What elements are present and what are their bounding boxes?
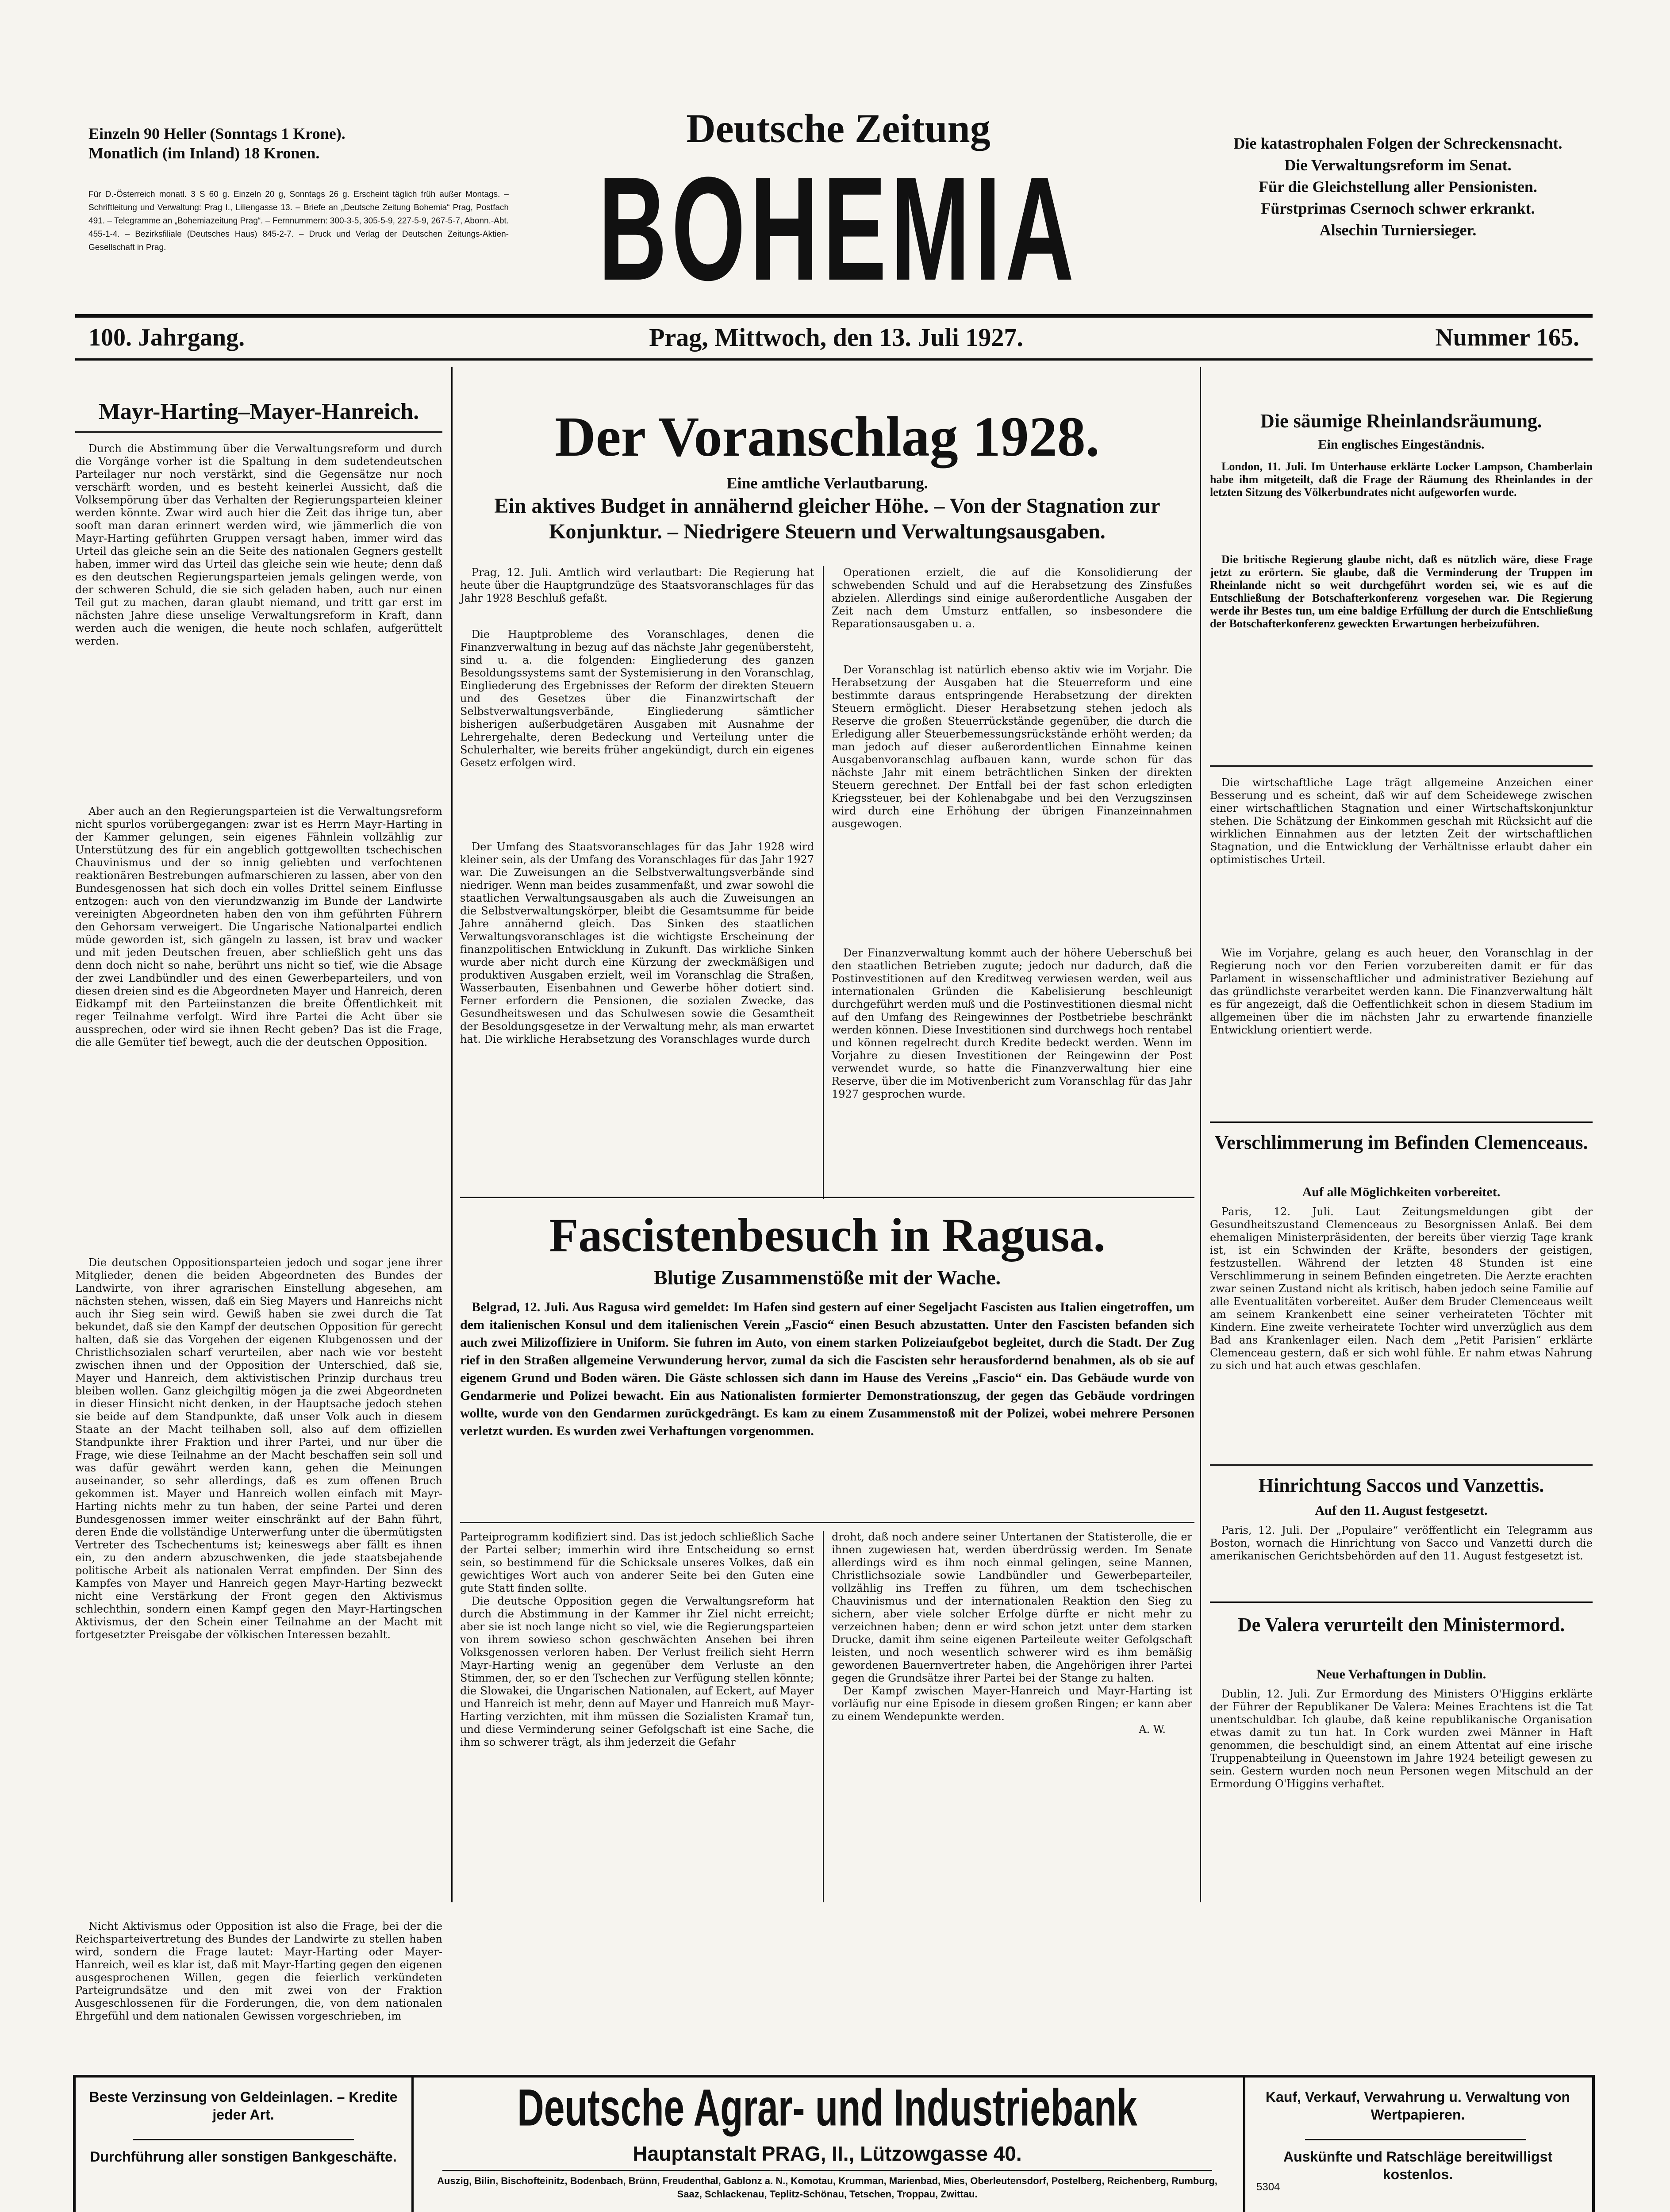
devalera-paragraph: Dublin, 12. Juli. Zur Ermordung des Ministers O'Higgins erklärte der Führer der Republikaner De Valera: Meines Erachtens ist die Tat unentschuldbar. Ich glaube, daß keine republikanische Organisation etwas damit zu tun hat. In Cork wurden zwei Männer in Haft genommen, die beschuldigt sind, an einem Attentat auf eine irische Truppenabteilung in Queenstown im Jahre 1924 beteiligt gewesen zu sein. Gestern wurden noch neun Personen wegen Mitschuld an der Ermordung O'Higgins verhaftet. xyxy=(1210,1688,1593,1790)
column-rule-1b xyxy=(451,1601,453,1902)
continuation-right-2: Der Kampf zwischen Mayer-Hanreich und Mayr-Harting ist vorläufig nur eine Episode in diesem großen Ringen; er kann aber zu einem Wendepunkte werden. xyxy=(832,1685,1192,1723)
ad-center-rule xyxy=(442,2170,1212,2171)
column-rule-2b xyxy=(1200,1601,1201,1902)
masthead-rule-bottom xyxy=(75,358,1593,361)
left-paragraph-4: Nicht Aktivismus oder Opposition ist also die Frage, bei der die Reichsparteivertretung des Bundes der Landwirte zu stellen haben wird, sondern die Frage lautet: Mayr-Harting oder Mayer-Hanreich, weil es klar ist, daß mit Mayr-Harting gegen den eigenen ausgesprochenen Willen, gegen die feierlich verkündeten Parteigrundsätze und den mit zwei von der Fraktion Ausgeschlossenen für die Forderungen, die, von dem nationalen Ehrgefühl und dem nationalen Gewissen vorgeschrieben, im xyxy=(75,1920,442,2022)
masthead-title: BOHEMIA xyxy=(598,146,1079,311)
budget-paragraph-2: Die Hauptprobleme des Voranschlages, denen die Finanzverwaltung in bezug auf das nächste Jahr gegenübersteht, sind u. a. die folgenden: Eingliederung des ganzen Besoldungssystems samt der Systemisierung in den Voranschlag, Eingliederung des Ergebnisses der Reform der direkten Steuern und des Gesetzes über die Finanzwirtschaft der Selbstverwaltungsverbände, Eingliederung sämtlicher bisherigen außerbudgetären Ausgaben mit Ausnahme der Lehrergehalte, deren Bedeckung und Verteilung unter die Schulerhalter, wie bereits früher angekündigt, durch ein eigenes Gesetz erfolgen wird. xyxy=(460,628,814,769)
ragusa-lead: Belgrad, 12. Juli. Aus Ragusa wird gemeldet: Im Hafen sind gestern auf einer Segeljacht Fascisten aus Italien eingetroffen, um dem italienischen Konsul und dem italienischen Verein „Fascio“ einen Besuch abzustatten. Unter den Fascisten befanden sich auch zwei Milizoffiziere in Uniform. Sie fuhren im Auto, von einem starken Polizeiaufgebot begleitet, durch die Stadt. Der Zug rief in den Straßen allgemeine Verwunderung hervor, zumal da sich die Fascisten sehr herausfordernd benahmen, als ob sie auf eigenem Grund und Boden wären. Die Gäste schlossen sich dann im Hause des Vereins „Fascio“ ein. Das Gebäude wurde von Gendarmerie und Polizei bewacht. Ein aus Nationalisten formierter Demonstrationszug, der gegen das Gebäude vordringen wollte, wurde von den Gendarmen zurückgedrängt. Es kam zu einem Zusammenstoß mit der Polizei, wobei mehrere Personen verletzt wurden. Es wurden zwei Verhaftungen vorgenommen. xyxy=(460,1300,1194,1438)
ad-reference-number: 5304 xyxy=(1256,2181,1280,2193)
masthead-pretitle: Deutsche Zeitung xyxy=(686,106,990,151)
left-paragraph-2: Aber auch an den Regierungsparteien ist die Verwaltungsreform nicht spurlos vorübergegangen: zwar ist es Herrn Mayr-Harting in der Kammer gelungen, sein eigenes Fähnlein vollzählig zur Unterstützung des für ein angeblich gottgewollten tschechischen Chauvinismus und der so innig geliebten und verfochtenen reaktionären Bestrebungen aufmarschieren zu lassen, aber von den Bundesgenossen hat sich doch ein volles Drittel seinem Einflusse entzogen: auch von den vierundzwanzig im Bunde der Landwirte vereinigten Abgeordneten haben den von ihm geführten Führern den Gehorsam verweigert. Die Ungarische Nationalpartei endlich müde geworden ist, sich gängeln zu lassen, ist brav und wacker und mit jeden Deutschen freuen, aber schließlich geht uns das denn doch nicht so nahe, berührt uns nicht so tief, wie die Absage der zwei Landbündler und des einen Gewerbeparteilers, und von diesen dreien sind es die Abgeordneten Mayer und Hanreich, deren Eidkampf mit den Parteiinstanzen die breite Öffentlichkeit mit reger Teilnahme verfolgt. Wird ihre Partei die Acht über sie aussprechen, oder wird sie ihnen Recht geben? Das ist die Frage, die alle Gemüter tief bewegt, auch die der deutschen Opposition. xyxy=(75,805,442,1048)
column-rule-center-bottom xyxy=(823,1531,824,1601)
column-rule-center-top xyxy=(823,566,824,1199)
ragusa-divider xyxy=(460,1522,1194,1523)
center-headline: Der Voranschlag 1928. xyxy=(555,405,1100,468)
ad-left-rule xyxy=(133,2139,354,2140)
continuation-right xyxy=(832,1531,1192,1736)
column-rule-1 xyxy=(451,367,453,1601)
subscription-info: Für D.-Österreich monatl. 3 S 60 g. Einzeln 20 g, Sonntags 26 g. Erscheint täglich früh außer Montags. – Schriftleitung und Verwaltung: Prag I., Liliengasse 13. – Briefe an „Deutsche Zeitung Bohemia“ Prag, Postfach 491. – Telegramme an „Bohemiazeitung Prag“. – Fernnummern: 300-3-5, 305-5-9, 227-5-9, 267-5-7, Abonn.-Abt. 455-1-4. – Bezirksfiliale (Deutsches Haus) 845-2-7. – Druck und Verlag der Deutschen Zeitungs-Aktien-Gesellschaft in Prag. xyxy=(88,190,509,252)
sacco-headline: Hinrichtung Saccos und Vanzettis. xyxy=(1258,1475,1544,1496)
column-rule-2 xyxy=(1200,367,1201,1601)
teaser-4: Fürstprimas Csernoch schwer erkrankt. xyxy=(1261,200,1535,217)
right-divider-2 xyxy=(1210,1121,1593,1123)
dateline: Prag, Mittwoch, den 13. Juli 1927. xyxy=(649,323,1023,352)
price-line-2: Monatlich (im Inland) 18 Kronen. xyxy=(88,144,320,162)
ad-right-rule xyxy=(1305,2139,1526,2140)
budget-paragraph-5: Der Voranschlag ist natürlich ebenso aktiv wie im Vorjahr. Die Herabsetzung der Ausgaben hat die Steuerreform und eine bestimmte daraus entspringende Herabsetzung der direkten Steuern ermöglicht. Dieser Herabsetzung stehen jedoch als Reserve die großen Steuerrückstände gegenüber, die durch die Erledigung aller Steuerbemessungsrückstände erhöht werden; da man jedoch auf dieser außerordentlichen Einnahme keinen Ausgabenvoranschlag aufbauen kann, wurde schon für das nächste Jahr mit einem beträchtlichen Sinken der direkten Steuern gerechnet. Der Entfall bei der fast schon erledigten Kriegssteuer, bei der Kohlenabgabe und bei den Verzugszinsen wird durch eine Erhöhung der übrigen Finanzeinnahmen ausgewogen. xyxy=(832,664,1192,830)
column-rule-center-lower xyxy=(823,1601,824,1902)
economy-paragraph-2: Wie im Vorjahre, gelang es auch heuer, den Voranschlag in der Regierung noch vor den Ferien vorzubereiten damit er für das Parlament in wissenschaftlicher und administrativer Beziehung auf das gründlichste verarbeitet werden kann. Die Finanzverwaltung hält es für angezeigt, daß die Oeffentlichkeit schon in diesem Stadium im allgemeinen über die im nächsten Jahr zu erwartende finanzielle Entwicklung orientiert werde. xyxy=(1210,947,1593,1036)
sacco-subhead: Auf den 11. August festgesetzt. xyxy=(1315,1503,1488,1518)
right-divider-1 xyxy=(1210,765,1593,767)
budget-paragraph-4: Operationen erzielt, die auf die Konsolidierung der schwebenden Schuld und auf die Herabsetzung des Zinsfußes abzielen. Allerdings sind einige außerordentliche Ausgaben der Zeit nach dem Umsturz entfallen, so insbesondere die Reparationsausgaben u. a. xyxy=(832,566,1192,630)
rhineland-subhead: Ein englisches Eingeständnis. xyxy=(1318,437,1485,452)
rhineland-paragraph-2: Die britische Regierung glaube nicht, daß es nützlich wäre, diese Frage jetzt zu erörtern. Sie glaube, daß die Verminderung der Truppen im Rheinlande nicht so weit durchgeführt worden sei, wie es auf die Entschließung der Botschafterkonferenz vorgesehen war. Die Regierung werde ihr Bestes tun, um eine baldige Erfüllung der durch die Entschließung der Botschafterkonferenz geweckten Erwartungen herbeizuführen. xyxy=(1210,553,1593,630)
ad-divider-right xyxy=(1243,2075,1245,2212)
center-deck: Ein aktives Budget in annähernd gleicher Höhe. – Von der Stagnation zur Konjunktur. – Niedrigere Steuern und Verwaltungsausgaben. xyxy=(494,494,1160,543)
sacco-paragraph: Paris, 12. Juli. Der „Populaire“ veröffentlicht ein Telegramm aus Boston, wornach die Hinrichtung von Sacco und Vanzetti durch die amerikanischen Gerichtsbehörden auf den 11. August festgesetzt ist. xyxy=(1210,1524,1593,1562)
budget-paragraph-1: Prag, 12. Juli. Amtlich wird verlautbart: Die Regierung hat heute über die Hauptgrundzüge des Staatsvoranschlages für das Jahr 1928 Beschluß gefaßt. xyxy=(460,566,814,604)
continuation-left-2: Die deutsche Opposition gegen die Verwaltungsreform hat durch die Abstimmung in der Kammer ihr Ziel nicht erreicht; aber sie ist noch lange nicht so viel, wie die Regierungsparteien von ihrem sowieso schon geschwächten Ansehen bei ihren Volksgenossen verloren haben. Der Verlust freilich sieht Herrn Mayr-Harting wenig an gegenüber dem Verluste an den Stimmen, der, so er den Tschechen zur Verfügung stellen könnte; die Slowakei, die Ungarischen Nationalen, auf Eckert, auf Mayer und Hanreich ist mehr, denn auf Mayer und Hanreich muß Mayr-Harting verzichten, mit ihm müssen die Sozialisten Kramař tun, und diese Verminderung seiner Gefolgschaft ist eine Sache, die ihm so schwerer trägt, als ihm jederzeit die Gefahr xyxy=(460,1595,814,1748)
left-headline: Mayr-Harting–Mayer-Hanreich. xyxy=(98,399,419,424)
right-divider-3 xyxy=(1210,1464,1593,1466)
ad-divider-left xyxy=(411,2075,414,2212)
continuation-left-1: Parteiprogramm kodifiziert sind. Das ist jedoch schließlich Sache der Partei selber; immerhin wird ihre Entscheidung so ernst sein, so bestimmend für die Schicksale unseres Volkes, daß ein gewichtiges Wort auch von anderer Seite bei den Guten eine gute Statt finden sollte. xyxy=(460,1531,814,1594)
teaser-1: Die katastrophalen Folgen der Schreckensnacht. xyxy=(1233,134,1563,152)
continuation-right-1: droht, daß noch andere seiner Untertanen der Statisterolle, die er ihnen zugewiesen hat, werden überdrüssig werden. Im Senate allerdings wird es ihm noch einmal gelingen, seine Mannen, Christlichsoziale sowie Landbündler und Gewerbeparteiler, vollzählig ins Treffen zu führen, um dem tschechischen Chauvinismus und der internationalen Reaktion den Sieg zu sichern, aber viele solcher Erfolge dürfte er nicht mehr zu verzeichnen haben; denn er wird schon jetzt unter dem starken Drucke, damit ihm seine eigenen Parteileute weiter Gefolgschaft leisten, und noch wesentlich schwerer wird es ihm bemäßig gewordenen Bauernvertreter haben, die Angehörigen ihrer Partei gegen die Grundsätze ihrer Partei bei der Stange zu halten. xyxy=(832,1531,1192,1684)
right-divider-4 xyxy=(1210,1601,1593,1603)
ragusa-headline: Fascistenbesuch in Ragusa. xyxy=(549,1209,1106,1262)
teaser-2: Die Verwaltungsreform im Senat. xyxy=(1284,156,1512,174)
teaser-3: Für die Gleichstellung aller Pensionisten. xyxy=(1259,178,1537,196)
clemenceau-subhead: Auf alle Möglichkeiten vorbereitet. xyxy=(1302,1185,1501,1199)
ad-right-text-1: Kauf, Verkauf, Verwahrung u. Verwaltung von Wertpapieren. xyxy=(1265,2089,1570,2123)
volume: 100. Jahrgang. xyxy=(88,324,245,351)
price-block xyxy=(88,124,504,163)
rhineland-headline: Die säumige Rheinlandsräumung. xyxy=(1260,410,1542,432)
ad-branches: Auszig, Bilin, Bischofteinitz, Bodenbach, Brünn, Freudenthal, Gablonz a. N., Komotau, Krumman, Marienbad, Mies, Oberleutensdorf, Postelberg, Reichenberg, Rumburg, Saaz, Schlackenau, Teplitz-Schönau, Tetschen, Troppau, Zwittau. xyxy=(437,2175,1217,2200)
ad-bank-name: Deutsche Agrar- und Industriebank xyxy=(517,2078,1137,2137)
teaser-5: Alsechin Turniersieger. xyxy=(1319,221,1477,239)
continuation-left xyxy=(460,1531,814,1749)
left-paragraph-1: Durch die Abstimmung über die Verwaltungsreform und durch die Vorgänge vorher ist die Spaltung in dem sudetendeutschen Parteilager nur noch verstärkt, sind die Gegensätze nur noch verschärft worden, und es besteht keinerlei Aussicht, daß die Volksempörung über das Verhalten der Regierungsparteien kleiner werden könnte. Zwar wird auch hier die Zeit das ihrige tun, aber sooft man daran erinnert werden wird, wie jämmerlich die von Mayr-Harting geführten Gruppen versagt haben, immer wird das Urteil das gleiche sein an die Seite des nationalen Gegners gestellt haben, immer wird das Urteil das gleiche sein wie heute; denn daß es den deutschen Regierungsparteien jemals gelingen werde, von der schweren Schuld, die sie sich geladen haben, auch nur einen Teil gut zu machen, daran glaubt niemand, und tritt gar erst im nächsten Jahre diese unselige Verwaltungsreform in Kraft, dann werden auch die wenigen, die heute noch schlafen, aufgerüttelt werden. xyxy=(75,442,442,647)
left-headline-rule xyxy=(75,431,442,433)
masthead-rule-top xyxy=(75,314,1593,318)
ad-right-text-2: Auskünfte und Ratschläge bereitwilligst kostenlos. xyxy=(1283,2149,1553,2182)
center-divider xyxy=(460,1197,1194,1198)
devalera-subhead: Neue Verhaftungen in Dublin. xyxy=(1316,1667,1486,1682)
center-subhead: Eine amtliche Verlautbarung. xyxy=(726,474,928,492)
budget-paragraph-6: Der Finanzverwaltung kommt auch der höhere Ueberschuß bei den staatlichen Betrieben zugute; jedoch nur dadurch, daß die Postinvestitionen auf den Kreditweg verwiesen werden, weil aus internationalen Gründen die Kabelisierung beschleunigt durchgeführt werden muß und die Postinvestitionen diesmal nicht auf den Umfang des Reingewinnes der Postbetriebe beschränkt werden können. Diese Investitionen sind durchwegs hoch rentabel und können regelrecht durch Kredite bedeckt werden. Wenn im Vorjahre zu diesen Investitionen der Reingewinn der Post verwendet wurde, so hatte die Finanzverwaltung hier eine Reserve, über die im Motivenbericht zum Voranschlag für das Jahr 1927 gesprochen wurde. xyxy=(832,947,1192,1100)
price-line-1: Einzeln 90 Heller (Sonntags 1 Krone). xyxy=(88,125,346,142)
clemenceau-headline: Verschlimmerung im Befinden Clemenceaus. xyxy=(1214,1132,1588,1153)
ad-headquarters: Hauptanstalt PRAG, II., Lützowgasse 40. xyxy=(633,2142,1022,2165)
devalera-headline: De Valera verurteilt den Ministermord. xyxy=(1237,1614,1565,1636)
teaser-box xyxy=(1203,133,1593,241)
ad-left-text-2: Durchführung aller sonstigen Bankgeschäfte. xyxy=(90,2149,397,2165)
rhineland-paragraph-1: London, 11. Juli. Im Unterhause erklärte Locker Lampson, Chamberlain habe ihm mitgeteilt, daß die Frage der Räumung des Rheinlandes in der letzten Sitzung des Völkerbundrates nicht aufgeworfen wurde. xyxy=(1210,460,1593,499)
economy-paragraph-1: Die wirtschaftliche Lage trägt allgemeine Anzeichen einer Besserung und es scheint, daß wir auf dem Scheidewege zwischen einer wirtschaftlichen Stagnation und einer Wirtschaftskonjunktur stehen. Die Schätzung der Einkommen geschah mit Rücksicht auf die wirklichen Einnahmen aus der letzten Zeit der wirtschaftlichen Stagnation, und die Entwicklung der Verhältnisse erlaubt daher ein optimistisches Urteil. xyxy=(1210,776,1593,866)
budget-paragraph-3: Der Umfang des Staatsvoranschlages für das Jahr 1928 wird kleiner sein, als der Umfang des Voranschlages für das Jahr 1927 war. Die Zuweisungen an die Selbstverwaltungsverbände sind niedriger. Wenn man beides zusammenfaßt, und zwar sowohl die staatlichen Verwaltungsausgaben als auch die Zuweisungen an die Selbstverwaltungskörper, bleibt die Gesamtsumme für beide Jahre annähernd gleich. Das Sinken des staatlichen Verwaltungsvoranschlages ist die wichtigste Erscheinung der finanzpolitischen Entwicklung in Zukunft. Das wirkliche Sinken wurde aber nicht durch eine Kürzung der zweckmäßigen und produktiven Ausgaben erzielt, weil im Voranschlag die Straßen, Wasserbauten, Eisenbahnen und Gewerbe höher dotiert sind. Ferner erfordern die Pensionen, die sozialen Zwecke, das Gesundheitswesen und das Schulwesen sowie die Gesamtheit der Besoldungsgesetze in der Verwaltung mehr, als man erwartet hat. Die wirkliche Herabsetzung des Voranschlages wurde durch xyxy=(460,841,814,1045)
issue-number: Nummer 165. xyxy=(1435,324,1579,351)
clemenceau-paragraph: Paris, 12. Juli. Laut Zeitungsmeldungen gibt der Gesundheitszustand Clemenceaus zu Besorgnissen Anlaß. Bei dem ehemaligen Ministerpräsidenten, der bereits über vierzig Tage krank ist, ist ein Schwinden der Kräfte, besonders der geistigen, festzustellen. Während der letzten 48 Stunden ist eine Verschlimmerung in seinem Befinden eingetreten. Die Aerzte erachten zwar seinen Zustand nicht als kritisch, haben jedoch seine Familie auf alle Eventualitäten vorbereitet. Außer dem Bruder Clemenceaus weilt am seinem Krankenbett eine seiner verheirateten Töchter mit Kindern. Eine zweite verheiratete Tochter wird unverzüglich aus dem Bad ans Krankenlager eilen. Nach dem „Petit Parisien“ erklärte Clemenceau gestern, daß er sich wohl fühle. Er nahm etwas Nahrung zu sich und hat auch etwas geschlafen. xyxy=(1210,1206,1593,1372)
ragusa-subhead: Blutige Zusammenstöße mit der Wache. xyxy=(653,1266,1001,1289)
ad-left-text-1: Beste Verzinsung von Geldeinlagen. – Kredite jeder Art. xyxy=(89,2089,398,2123)
author-signature: A. W. xyxy=(1139,1723,1166,1736)
left-paragraph-3: Die deutschen Oppositionsparteien jedoch und sogar jene ihrer Mitglieder, denen die beiden Abgeordneten des Bundes der Landwirte, von ihrer agrarischen Einstellung abgesehen, am nächsten stehen, wissen, daß ein Sieg Mayers und Hanreichs nicht auch ihr Sieg sein wird. Gewiß haben sie zwei durch die Tat bekundet, daß sie den Kampf der deutschen Opposition für gerecht halten, daß sie das Vorgehen der eigenen Klubgenossen und der Christlichsozialen scharf verurteilen, aber nach wie vor besteht zwischen ihnen und der Opposition der Unterschied, daß sie, Mayer und Hanreich, dem aktivistischen Prinzip durchaus treu bleiben wollen. Ganz gleichgiltig mögen ja die zwei Abgeordneten in dieser Hinsicht nicht denken, in der Hauptsache jedoch stehen sie beide auf dem Standpunkte, daß unser Volk auch in diesem Staate an der Macht teilhaben soll, also auf dem offiziellen Standpunkte ihrer Fraktion und ihrer Partei, und nur über die Frage, wie diese Teilnahme an der Macht beschaffen sein soll und was dafür gewährt werden kann, gehen die Meinungen auseinander, so sehr allerdings, daß es zum offenen Bruch gekommen ist. Mayer und Hanreich wollen einfach mit Mayr-Harting nichts mehr zu tun haben, der seine Partei und deren Bundesgenossen immer weiter einschränkt auf der Bahn führt, deren Ende die vollständige Unterwerfung unter die übermütigsten Vertreter des Tschechentums ist; keineswegs aber fällt es ihnen ein, zu den andern abzuschwenken, die jede staatsbejahende politische Arbeit als nationalen Verrat empfinden. Der Sinn des Kampfes von Mayer und Hanreich gegen Mayr-Harting bezweckt nicht eine Verstärkung der Front gegen den Aktivismus schlechthin, sondern einen Kampf gegen den Mayr-Hartingschen Aktivismus, der den Schein einer Teilnahme an der Macht mit fortgesetzter Preisgabe der völkischen Interessen bezahlt. xyxy=(75,1256,442,1641)
